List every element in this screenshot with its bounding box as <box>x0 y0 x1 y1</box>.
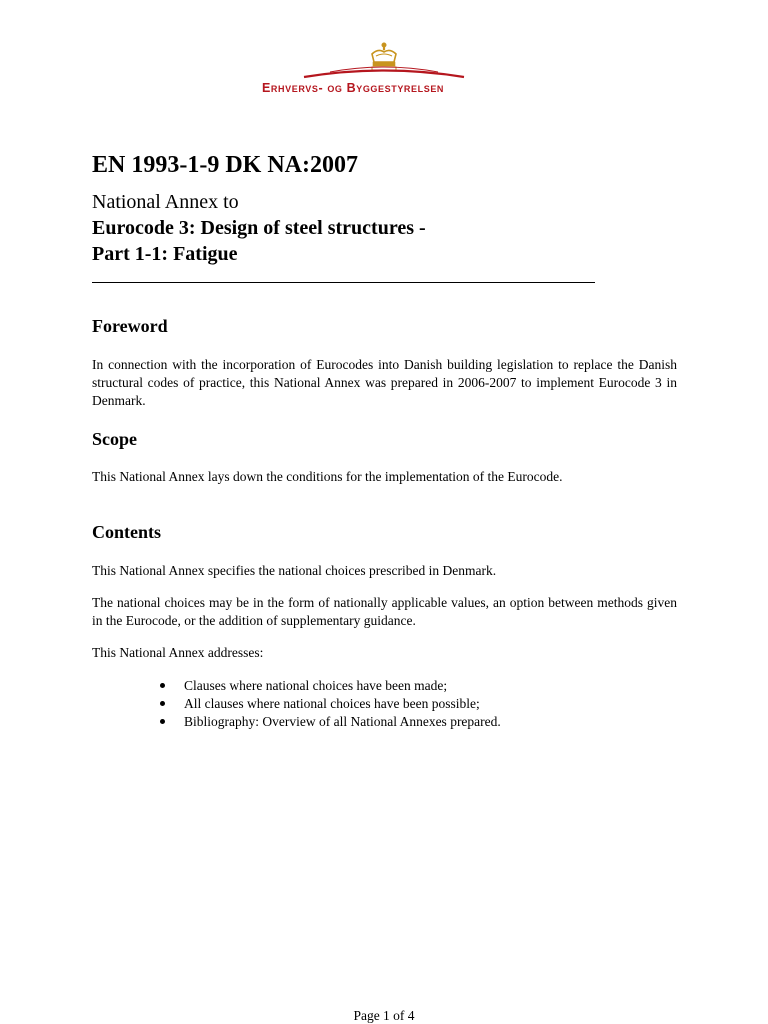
page-number: Page 1 of 4 <box>353 1008 415 1023</box>
agency-logo <box>0 40 768 110</box>
foreword-text: In connection with the incorporation of Eurocodes into Danish building legislation to replace the Danish structural codes of practice, this National Annex was prepared in 2006-2007 to implement Eurocode 3 in Denmark. <box>92 357 677 408</box>
contents-heading: Contents <box>92 522 162 542</box>
list-item <box>160 677 501 695</box>
list-item-text: Bibliography: Overview of all National Annexes prepared. <box>184 714 501 729</box>
contents-paragraph-1: This National Annex specifies the national choices prescribed in Denmark. <box>92 563 497 578</box>
subtitle-line-1: National Annex to <box>92 191 239 213</box>
contents-bullet-list <box>160 677 501 731</box>
bullet-icon <box>160 719 165 724</box>
crown-icon <box>0 40 768 110</box>
foreword-heading: Foreword <box>92 316 168 336</box>
list-item-text: Clauses where national choices have been made; <box>184 678 448 693</box>
scope-heading: Scope <box>92 429 137 449</box>
list-item <box>160 713 501 731</box>
list-item-text: All clauses where national choices have been possible; <box>184 696 480 711</box>
organization-name: Erhvervs- og Byggestyrelsen <box>262 81 445 95</box>
list-item <box>160 695 501 713</box>
document-title: EN 1993-1-9 DK NA:2007 <box>92 152 358 178</box>
bullet-icon <box>160 683 165 688</box>
contents-paragraph-2: The national choices may be in the form of nationally applicable values, an option between methods given in the Eurocode, or the addition of supplementary guidance. <box>92 595 677 628</box>
contents-paragraph-3: This National Annex addresses: <box>92 645 264 660</box>
bullet-icon <box>160 701 165 706</box>
scope-text: This National Annex lays down the conditions for the implementation of the Eurocode. <box>92 469 563 484</box>
subtitle-line-3: Part 1-1: Fatigue <box>92 243 238 265</box>
title-divider <box>92 282 595 283</box>
subtitle-line-2: Eurocode 3: Design of steel structures - <box>92 217 426 239</box>
